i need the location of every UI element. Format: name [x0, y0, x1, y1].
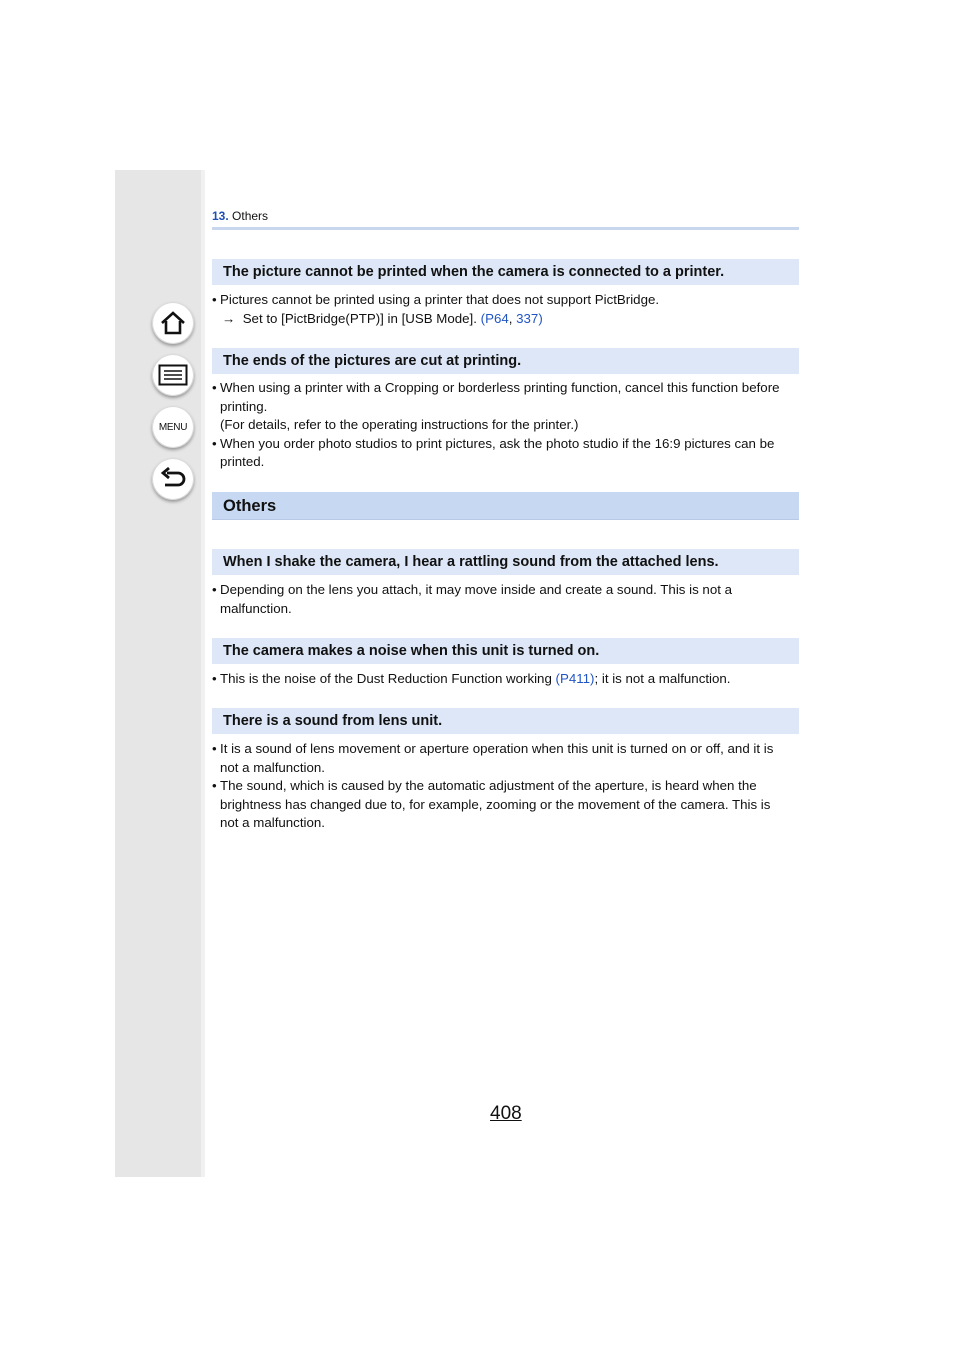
return-arrow-icon: [159, 467, 187, 491]
back-button[interactable]: [152, 458, 194, 500]
q4-text: This is the noise of the Dust Reduction Function working: [220, 671, 556, 686]
q3-heading: When I shake the camera, I hear a rattling sound from the attached lens.: [212, 549, 799, 575]
q5-bullet-2-cont: brightness has changed due to, for example, zooming or the movement of the camera. This is: [220, 796, 771, 812]
q5-bullet-2-cont2: not a malfunction.: [220, 815, 325, 830]
q3-bullet-cont: malfunction.: [220, 600, 292, 616]
menu-icon: MENU: [158, 421, 188, 433]
q4-heading: The camera makes a noise when this unit is turned on.: [212, 638, 799, 664]
link-p411[interactable]: (P411): [555, 671, 595, 686]
menu-button[interactable]: [152, 406, 194, 448]
q1-heading: The picture cannot be printed when the camera is connected to a printer.: [212, 259, 799, 285]
q5-bullet-1-cont: not a malfunction.: [220, 759, 325, 775]
contents-button[interactable]: [152, 354, 194, 396]
q1-instruction: [212, 310, 802, 329]
header-rule: [212, 227, 799, 230]
list-icon: [158, 364, 188, 386]
q2-bullet-1: • When using a printer with a Cropping or borderless printing function, cancel this function before: [212, 379, 802, 398]
q1-instruction-text: Set to [PictBridge(PTP)] in [USB Mode].: [242, 310, 477, 326]
chapter-number: 13.: [212, 209, 229, 223]
q2-bullet-1-cont: printing.: [220, 398, 268, 414]
q5-body: [212, 740, 802, 833]
page-number: 408: [490, 1103, 522, 1124]
q2-bullet-2-cont: printed.: [220, 454, 265, 469]
q3-body: [212, 581, 802, 618]
chapter-title: Others: [232, 209, 269, 223]
link-p337[interactable]: 337): [516, 310, 543, 326]
q5-bullet-2: • The sound, which is caused by the automatic adjustment of the aperture, is heard when the: [212, 777, 802, 796]
q4-body: [212, 670, 802, 689]
q4-text-end: ; it is not a malfunction.: [594, 671, 731, 686]
q3-bullet: • Depending on the lens you attach, it may move inside and create a sound. This is not a: [212, 581, 802, 600]
arrow-icon: →: [222, 310, 236, 326]
q1-body: [212, 291, 802, 328]
q5-bullet-1: • It is a sound of lens movement or aperture operation when this unit is turned on or off, and it is: [212, 740, 802, 759]
q5-heading: There is a sound from lens unit.: [212, 708, 799, 734]
home-icon: [159, 310, 187, 336]
side-panel-edge: [201, 170, 205, 1177]
q2-bullet-2: • When you order photo studios to print pictures, ask the photo studio if the 16:9 pictures can be: [212, 435, 802, 454]
link-p64[interactable]: (P64: [480, 310, 509, 326]
q2-heading: The ends of the pictures are cut at printing.: [212, 348, 799, 374]
q2-body: [212, 379, 802, 472]
q4-bullet: [212, 670, 802, 689]
home-button[interactable]: [152, 302, 194, 344]
q2-bullet-1-note: (For details, refer to the operating instructions for the printer.): [220, 417, 579, 432]
others-section-heading: Others: [212, 492, 799, 520]
link-separator: ,: [508, 310, 517, 326]
breadcrumb: [212, 209, 268, 223]
q1-bullet: • Pictures cannot be printed using a printer that does not support PictBridge.: [212, 291, 802, 310]
